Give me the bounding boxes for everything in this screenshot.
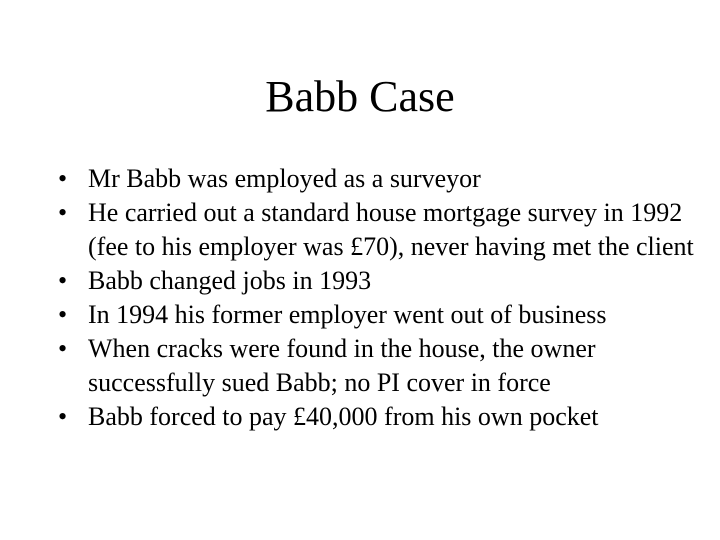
bullet-item <box>58 196 698 264</box>
bullet-text: When cracks were found in the house, the owner successfully sued Babb; no PI cover in force <box>88 334 596 397</box>
bullet-marker: • <box>58 334 68 363</box>
bullet-list <box>58 162 698 434</box>
bullet-marker: • <box>58 164 68 193</box>
bullet-marker: • <box>58 300 68 329</box>
bullet-item <box>58 400 698 434</box>
bullet-marker: • <box>58 402 68 431</box>
bullet-text: Babb forced to pay £40,000 from his own pocket <box>88 402 599 431</box>
bullet-marker: • <box>58 266 68 295</box>
bullet-item <box>58 264 698 298</box>
slide-title: Babb Case <box>265 72 455 121</box>
bullet-text: Babb changed jobs in 1993 <box>88 266 372 295</box>
bullet-text: In 1994 his former employer went out of business <box>88 300 607 329</box>
bullet-text: He carried out a standard house mortgage survey in 1992 (fee to his employer was £70), never having met the client <box>88 198 694 261</box>
bullet-item <box>58 298 698 332</box>
bullet-text: Mr Babb was employed as a surveyor <box>88 164 481 193</box>
bullet-item <box>58 162 698 196</box>
bullet-item <box>58 332 698 400</box>
bullet-marker: • <box>58 198 68 227</box>
